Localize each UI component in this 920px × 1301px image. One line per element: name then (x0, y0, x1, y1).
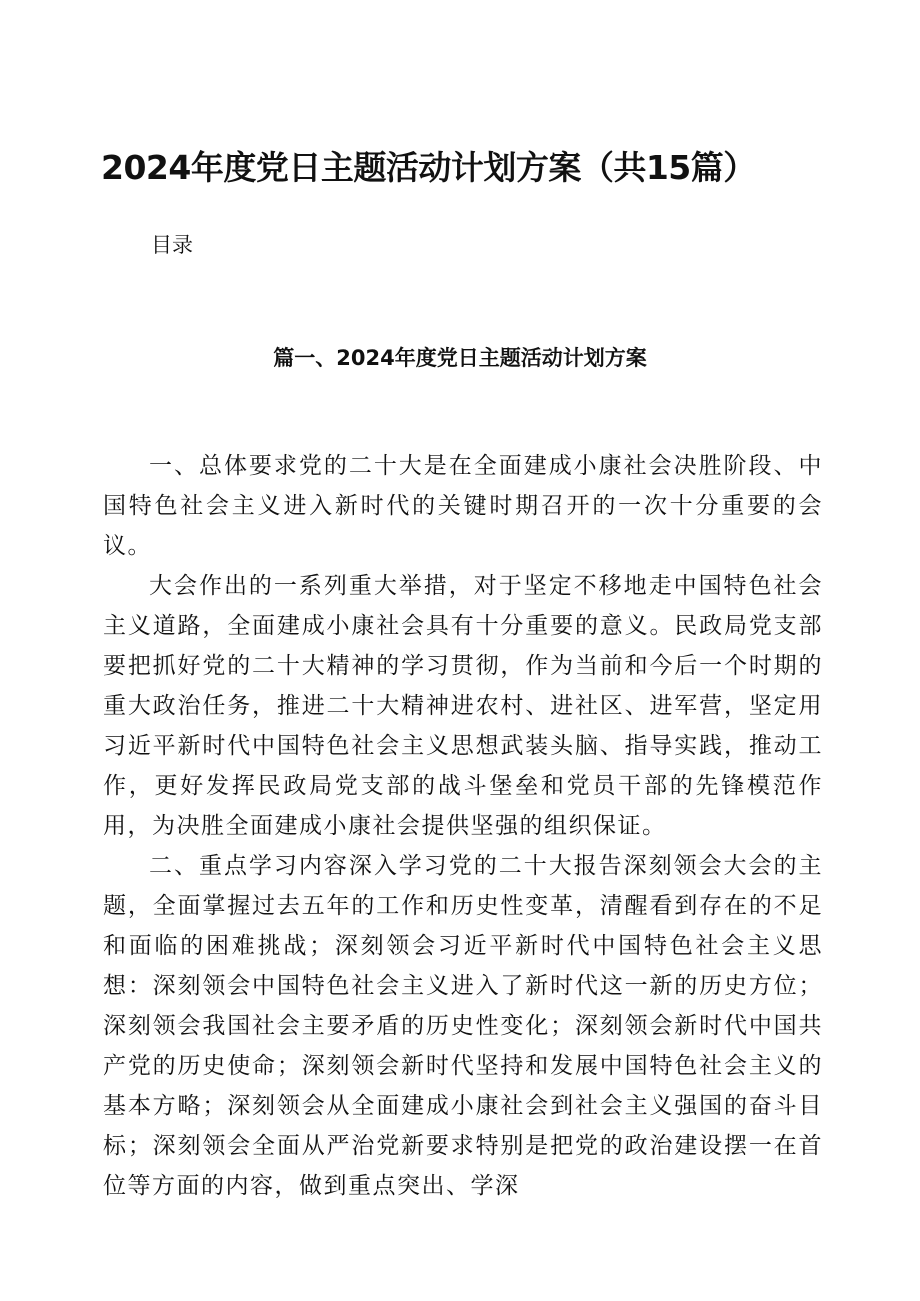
table-of-contents-label: 目录 (151, 233, 193, 257)
body-text (103, 446, 823, 1206)
document-title: 2024年度党日主题活动计划方案（共15篇） (101, 148, 756, 187)
paragraph: 二、重点学习内容深入学习党的二十大报告深刻领会大会的主题，全面掌握过去五年的工作和历史性变革，清醒看到存在的不足和面临的困难挑战；深刻领会习近平新时代中国特色社会主义思想：深刻领会中国特色社会主义进入了新时代这一新的历史方位；深刻领会我国社会主要矛盾的历史性变化；深刻领会新时代中国共产党的历史使命；深刻领会新时代坚持和发展中国特色社会主义的基本方略；深刻领会从全面建成小康社会到社会主义强国的奋斗目标；深刻领会全面从严治党新要求特别是把党的政治建设摆一在首位等方面的内容，做到重点突出、学深 (103, 853, 823, 1199)
paragraph: 大会作出的一系列重大举措，对于坚定不移地走中国特色社会主义道路，全面建成小康社会具有十分重要的意义。民政局党支部要把抓好党的二十大精神的学习贯彻，作为当前和今后一个时期的重大政治任务，推进二十大精神进农村、进社区、进军营，坚定用习近平新时代中国特色社会主义思想武装头脑、指导实践，推动工作，更好发挥民政局党支部的战斗堡垒和党员干部的先锋模范作用，为决胜全面建成小康社会提供坚强的组织保证。 (103, 573, 823, 839)
paragraph: 一、总体要求党的二十大是在全面建成小康社会决胜阶段、中国特色社会主义进入新时代的关键时期召开的一次十分重要的会议。 (103, 453, 823, 559)
section-title: 篇一、2024年度党日主题活动计划方案 (273, 346, 647, 370)
